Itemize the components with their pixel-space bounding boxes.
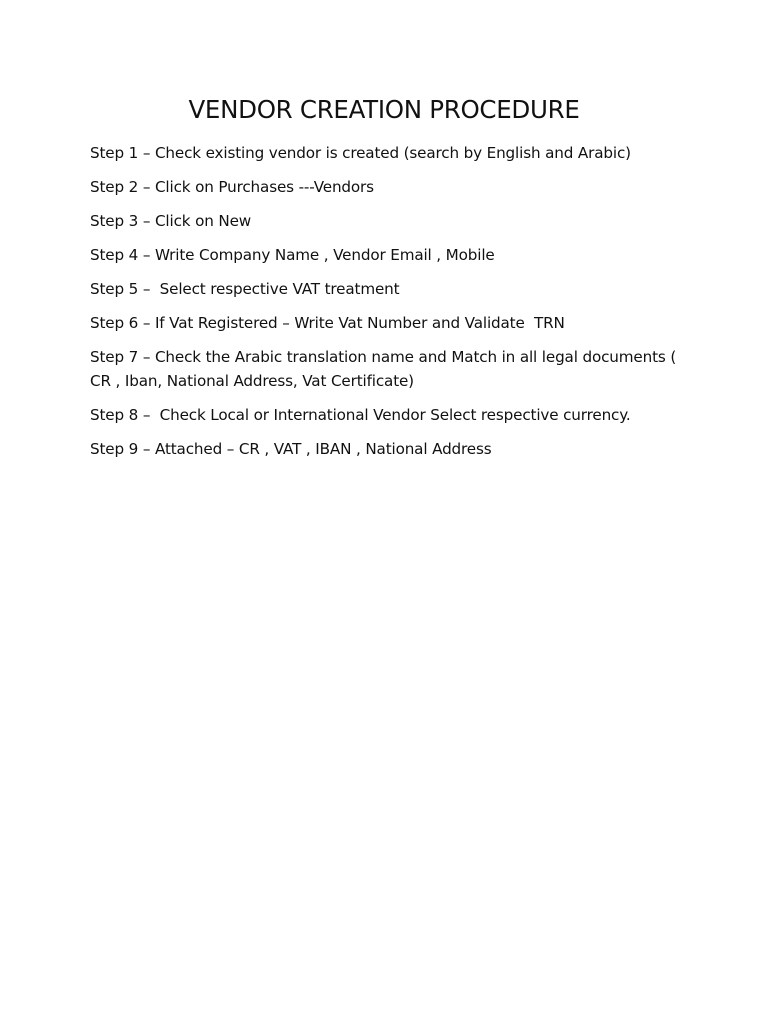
step-2: Step 2 – Click on Purchases ---Vendors — [90, 178, 374, 196]
page-title: VENDOR CREATION PROCEDURE — [188, 95, 580, 124]
step-8: Step 8 – Check Local or International Vendor Select respective currency. — [90, 406, 631, 424]
step-6: Step 6 – If Vat Registered – Write Vat Number and Validate TRN — [90, 314, 565, 332]
step-list — [90, 141, 690, 471]
step-3: Step 3 – Click on New — [90, 212, 252, 230]
step-4: Step 4 – Write Company Name , Vendor Email , Mobile — [90, 246, 495, 264]
step-9: Step 9 – Attached – CR , VAT , IBAN , National Address — [90, 440, 492, 458]
step-1: Step 1 – Check existing vendor is created (search by English and Arabic) — [90, 144, 631, 162]
step-5: Step 5 – Select respective VAT treatment — [90, 280, 400, 298]
step-7: Step 7 – Check the Arabic translation name and Match in all legal documents ( CR , Iban, National Address, Vat Certificate) — [90, 348, 677, 390]
